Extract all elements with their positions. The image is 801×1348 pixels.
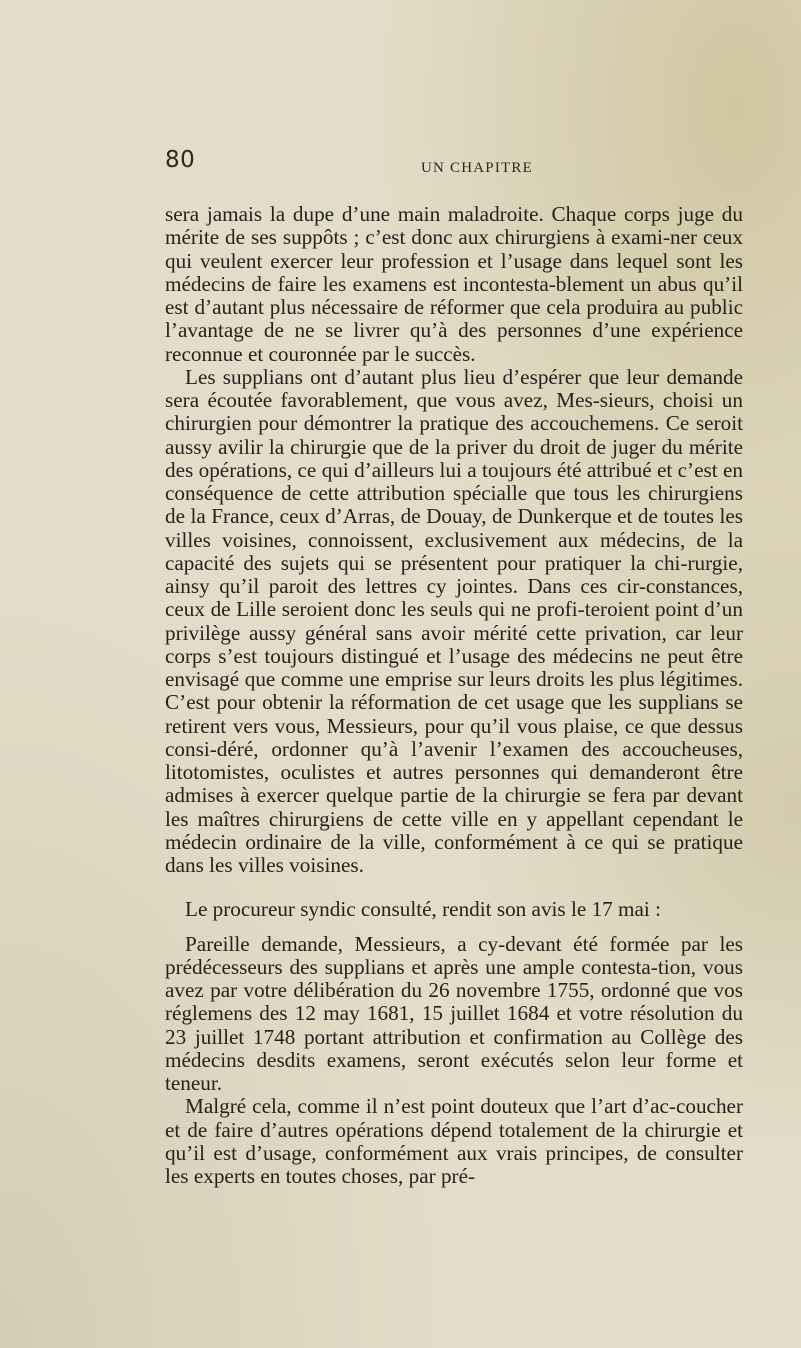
paragraph-supplians: Les supplians ont d’autant plus lieu d’espérer que leur demande sera écoutée favorablement, que vous avez, Mes-sieurs, choisi un chirurgien pour démontrer la pratique des accouchemens. Ce seroit aussy avilir la chirurgie que de la priver du droit de juger du mérite des opérations, ce qui d’ailleurs lui a toujours été attribué et c’est en conséquence de cette attribution spécialle que tous les chirurgiens de la France, ceux d’Arras, de Douay, de Dunkerque et de toutes les villes voisines, connoissent, exclusivement aux médecins, de la capacité des sujets qui se présentent pour pratiquer la chi-rurgie, ainsy qu’il paroit des lettres cy jointes. Dans ces cir-constances, ceux de Lille seroient donc les seuls qui ne profi-teroient point d’un privilège aussy général sans avoir mérité cette privation, car leur corps s’est toujours distingué et l’usage des médecins ne peut être envisagé que comme une emprise sur leurs droits les plus légitimes. C’est pour obtenir la réformation de cet usage que les supplians se retirent vers vous, Messieurs, pour qu’il vous plaise, ce que dessus consi-déré, ordonner qu’à l’avenir l’examen des accoucheuses, litotomistes, oculistes et autres personnes qui demanderont être admises à exercer quelque partie de la chirurgie se fera par devant les maîtres chirurgiens de cette ville en y appellant cependant le médecin ordinaire de la ville, conformément à ce qui se pratique dans les villes voisines. bbox=[165, 364, 743, 877]
page-number: 80 bbox=[165, 147, 196, 173]
paragraph-malgre: Malgré cela, comme il n’est point douteux que l’art d’ac-coucher et de faire d’autres opérations dépend totalement de la chirurgie et qu’il est d’usage, conformément aux vrais principes, de consulter les experts en toutes choses, par pré- bbox=[165, 1094, 743, 1188]
paragraph-continuation: sera jamais la dupe d’une main maladroite. Chaque corps juge du mérite de ses suppôts ; c’est donc aux chirurgiens à exami-ner ceux qui veulent exercer leur profession et l’usage dans lequel sont les médecins de faire les examens est incontesta-blement un abus qu’il est d’autant plus nécessaire de réformer que cela produira au public l’avantage de ne se livrer qu’à des personnes d’une expérience reconnue et couronnée par le succès. bbox=[165, 202, 743, 366]
page-header bbox=[165, 147, 745, 177]
paragraph-procureur: Le procureur syndic consulté, rendit son avis le 17 mai : bbox=[185, 897, 662, 922]
paragraph-pareille-demande: Pareille demande, Messieurs, a cy-devant été formée par les prédécesseurs des supplians et après une ample contesta-tion, vous avez par votre délibération du 26 novembre 1755, ordonné que vos réglemens des 12 may 1681, 15 juillet 1684 et votre résolution du 23 juillet 1748 portant attribution et confirmation au Collège des médecins desdits examens, seront exécutés selon leur forme et teneur. bbox=[165, 931, 743, 1095]
running-head: UN CHAPITRE bbox=[421, 160, 533, 176]
body-text bbox=[165, 203, 743, 1188]
